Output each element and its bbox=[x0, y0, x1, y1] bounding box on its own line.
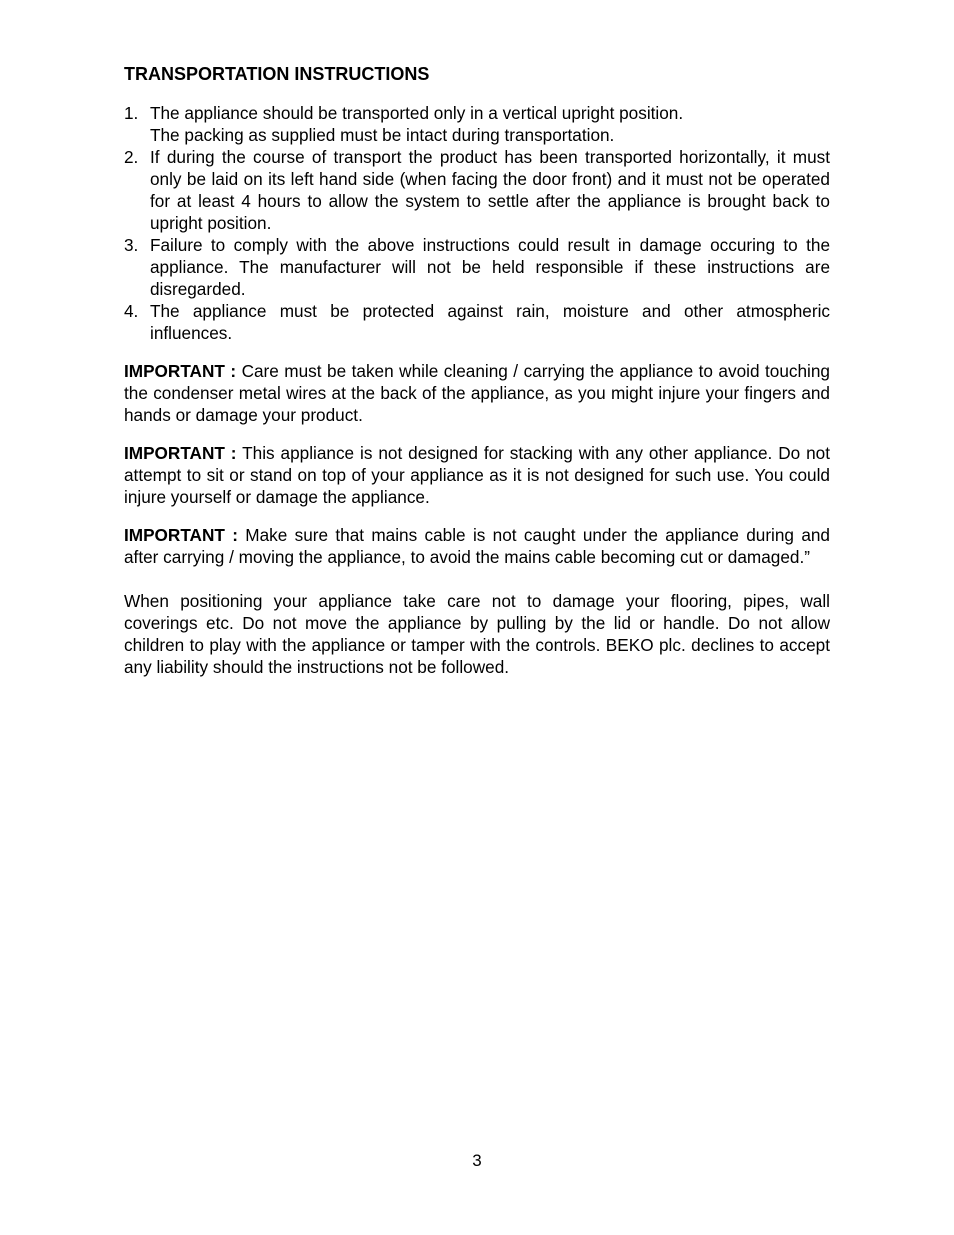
instruction-list bbox=[124, 102, 830, 344]
important-note-mains-cable bbox=[124, 524, 830, 568]
page-number: 3 bbox=[472, 1151, 482, 1170]
section-title: TRANSPORTATION INSTRUCTIONS bbox=[124, 64, 430, 84]
list-item-text: If during the course of transport the product has been transported horizontally, it must only be laid on its left hand side (when facing the door front) and it must not be operated for at least 4 hours to allow the system to settle after the appliance is brought back to upright position. bbox=[150, 147, 830, 233]
list-number: 1. bbox=[124, 103, 139, 123]
important-note-cleaning bbox=[124, 360, 830, 426]
list-item bbox=[124, 234, 830, 300]
list-number: 3. bbox=[124, 235, 139, 255]
important-text: Make sure that mains cable is not caught under the appliance during and after carrying / moving the appliance, to avoid the mains cable becoming cut or damaged.” bbox=[124, 525, 830, 567]
important-label: IMPORTANT : bbox=[124, 525, 238, 545]
list-item-text: Failure to comply with the above instructions could result in damage occuring to the appliance. The manufacturer will not be held responsible if these instructions are disregarded. bbox=[150, 235, 830, 299]
list-item-text: The appliance must be protected against rain, moisture and other atmospheric influences. bbox=[150, 301, 830, 343]
important-text: This appliance is not designed for stacking with any other appliance. Do not attempt to sit or stand on top of your appliance as it is not designed for such use. You could injure yourself or damage the appliance. bbox=[124, 443, 830, 507]
important-label: IMPORTANT : bbox=[124, 361, 237, 381]
important-note-stacking bbox=[124, 442, 830, 508]
list-number: 2. bbox=[124, 147, 139, 167]
list-item bbox=[124, 102, 830, 146]
list-number: 4. bbox=[124, 301, 139, 321]
list-item bbox=[124, 300, 830, 344]
list-item-text: The appliance should be transported only in a vertical upright position. bbox=[150, 103, 684, 123]
closing-paragraph: When positioning your appliance take care not to damage your flooring, pipes, wall coverings etc. Do not move the appliance by pulling by the lid or handle. Do not allow children to play with the appliance or tamper with the controls. BEKO plc. declines to accept any liability should the instructions not be followed. bbox=[124, 591, 830, 677]
list-item bbox=[124, 146, 830, 234]
important-label: IMPORTANT : bbox=[124, 443, 237, 463]
list-item-text-continued: The packing as supplied must be intact during transportation. bbox=[150, 125, 615, 145]
document-page bbox=[124, 62, 830, 694]
important-text: Care must be taken while cleaning / carrying the appliance to avoid touching the condenser metal wires at the back of the appliance, as you might injure your fingers and hands or damage your product. bbox=[124, 361, 830, 425]
